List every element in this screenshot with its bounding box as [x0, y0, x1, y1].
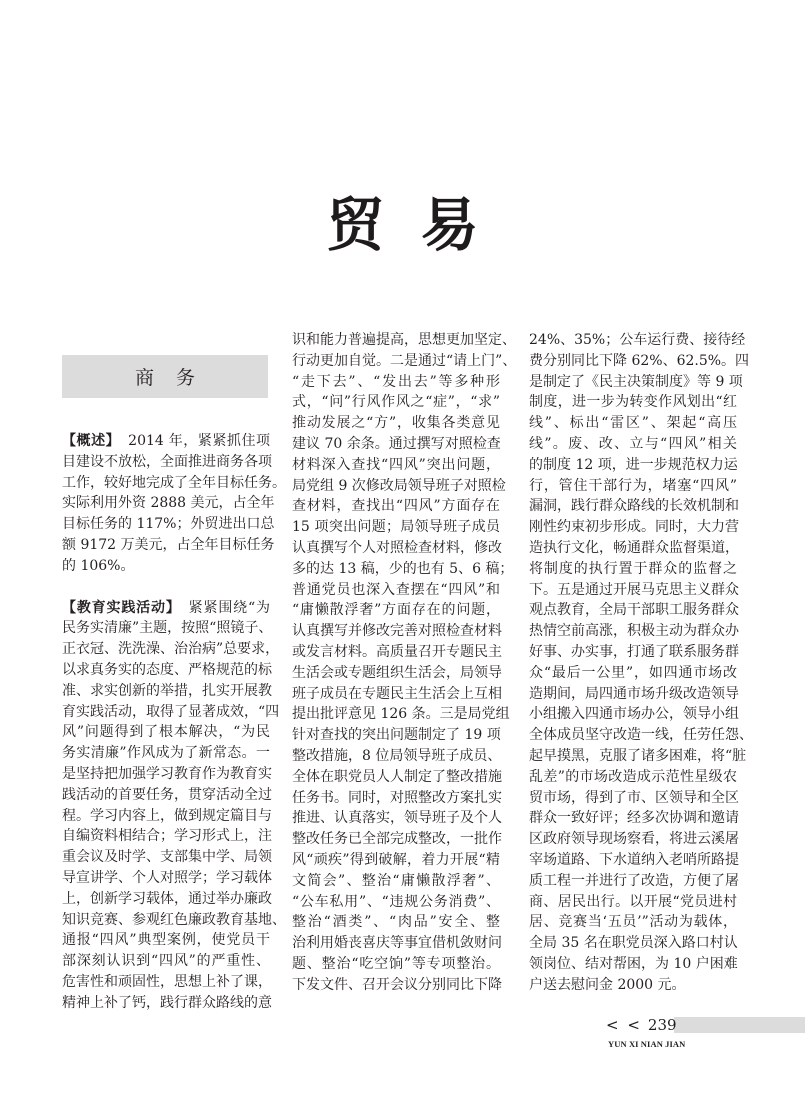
text-line: [62, 598, 270, 619]
text-column-3: [529, 330, 753, 996]
line-text: 造执行文化，畅通群众监督渠道，: [529, 539, 739, 556]
text-line: [529, 725, 753, 746]
line-text: 目建设不放松，全面推进商务各项: [62, 453, 272, 470]
line-text: 全局 35 名在职党员深入路口村认: [529, 935, 738, 952]
line-text: 风“顽疾”得到破解，着力开展“精: [292, 851, 500, 868]
page-number: 239: [647, 1016, 677, 1034]
line-text: 治利用婚丧喜庆等事宜借机敛财问: [292, 935, 502, 952]
text-line: [62, 639, 280, 660]
line-text: 班子成员在专题民主生活会上互相: [292, 685, 502, 702]
line-text: 针对查找的突出问题制定了 19 项: [292, 727, 501, 744]
line-text: 乱差”的市场改造成示范性星级农: [529, 768, 737, 785]
text-line: [62, 431, 270, 452]
line-text: 全体成员坚守改造一线，任劳任怨、: [529, 727, 753, 744]
text-line: [292, 621, 500, 642]
text-line: [292, 351, 517, 372]
line-text: 群众一致好评；经多次协调和邀请: [529, 810, 739, 827]
line-text: 全体在职党员人人制定了整改措施: [292, 768, 502, 785]
text-line: [529, 767, 737, 788]
line-text: 准、求实创新的举措，扎实开展教: [62, 682, 272, 699]
line-text: 通报“四风”典型案例，使党员干: [62, 932, 270, 949]
paragraph-gap: [62, 577, 270, 598]
text-line: [62, 951, 270, 972]
line-text: 务实清廉”作风成为了新常态。一: [62, 745, 270, 762]
text-line: [529, 413, 737, 434]
line-text: 整治“酒类”、“肉品”安全、整: [292, 914, 500, 931]
text-line: [62, 972, 270, 993]
text-line: [529, 892, 737, 913]
line-text: 以求真务实的态度、严格规范的标: [62, 661, 272, 678]
line-text: 式，“问”行风作风之“症”，“求”: [292, 394, 500, 411]
text-line: [292, 580, 500, 601]
text-line: [292, 892, 500, 913]
line-text: 题、整治“吃空饷”等专项整治。: [292, 955, 500, 972]
line-text: 制度，进一步为转变作风划出“红: [529, 394, 737, 411]
text-line: [529, 434, 737, 455]
line-text: 众“最后一公里”，如四通市场改: [529, 664, 737, 681]
text-line: [292, 538, 500, 559]
line-text: 任务书。同时，对照整改方案扎实: [292, 789, 502, 806]
text-line: [529, 621, 737, 642]
line-text: 贸市场，得到了市、区领导和全区: [529, 789, 739, 806]
text-line: [292, 704, 510, 725]
text-line: [292, 517, 500, 538]
line-text: 是制定了《民主决策制度》等 9 项: [529, 373, 743, 390]
text-line: [62, 868, 270, 889]
line-text: 行动更加自觉。二是通过“请上门”、: [292, 352, 517, 369]
footer-page-row: [606, 1016, 677, 1034]
text-line: [62, 743, 270, 764]
line-text: 部深刻认识到“四风”的严重性、: [62, 953, 270, 970]
text-line: [529, 559, 737, 580]
line-text: 宰场道路、下水道纳入老哨所路提: [529, 851, 739, 868]
line-text: 的制度 12 项，进一步规范权力运: [529, 456, 738, 473]
text-line: [292, 434, 500, 455]
text-line: [62, 702, 280, 723]
text-line: [529, 746, 747, 767]
line-text: 户送去慰问金 2000 元。: [529, 976, 686, 993]
line-text: 正衣冠、洗洗澡、治治病”总要求，: [62, 641, 280, 658]
text-line: [529, 642, 737, 663]
text-line: [529, 788, 737, 809]
text-column-2: [292, 330, 517, 996]
line-text: 下发文件、召开会议分别同比下降: [292, 976, 502, 993]
text-line: [529, 476, 737, 497]
text-line: [529, 912, 737, 933]
text-line: [62, 993, 270, 1014]
line-text: 质工程一并进行了改造，方便了屠: [529, 872, 739, 889]
text-line: [529, 975, 737, 996]
text-line: [62, 722, 270, 743]
text-line: [62, 493, 275, 514]
text-line: [529, 704, 737, 725]
text-line: [529, 829, 737, 850]
line-text: 普通党员也深入查摆在“四风”和: [292, 581, 500, 598]
line-text: “公车私用”、“违规公务消费”、: [292, 893, 500, 910]
line-text: 推动发展之“方”，收集各类意见: [292, 415, 500, 432]
text-line: [62, 764, 270, 785]
line-text: 2014 年，紧紧抓住项: [128, 433, 270, 449]
line-text: 目标任务的 117%；外贸进出口总: [62, 516, 275, 533]
text-line: [292, 330, 516, 351]
text-line: [529, 392, 737, 413]
line-text: 起早摸黑，克服了诸多困难，将“脏: [529, 747, 747, 764]
line-text: 建议 70 余条。通过撰写对照检查: [292, 435, 501, 452]
line-text: 线”。废、改、立与“四风”相关: [529, 435, 737, 452]
line-text: 文简会”、整治“庸懒散浮奢”、: [292, 872, 500, 889]
line-text: 区政府领导现场察看，将进云溪屠: [529, 831, 739, 848]
line-text: 整改措施，8 位局领导班子成员、: [292, 747, 502, 764]
paragraph-label: 【概述】: [62, 433, 121, 449]
line-text: 上，创新学习载体，通过举办廉政: [62, 890, 272, 907]
text-line: [62, 785, 270, 806]
section-heading: 商务: [62, 355, 268, 398]
text-line: [62, 681, 270, 702]
text-line: [529, 954, 737, 975]
text-line: [529, 351, 750, 372]
text-line: [292, 788, 500, 809]
line-text: 居、竞赛当‘五员’”活动为载体，: [529, 914, 737, 931]
text-line: [292, 600, 500, 621]
line-text: 小组搬入四通市场办公，领导小组: [529, 706, 739, 723]
text-line: [62, 556, 270, 577]
text-line: [62, 514, 275, 535]
text-line: [529, 933, 737, 954]
text-line: [292, 933, 500, 954]
text-line: [292, 850, 500, 871]
text-line: [292, 413, 500, 434]
line-text: 的 106%。: [62, 557, 135, 574]
line-text: 造期间，局四通市场升级改造领导: [529, 685, 739, 702]
line-text: 育实践活动，取得了显著成效，“四: [62, 703, 280, 720]
text-line: [292, 954, 500, 975]
line-text: 下。五是通过开展马克思主义群众: [529, 581, 739, 598]
line-text: 生活会或专题组织生活会，局领导: [292, 664, 502, 681]
line-text: 推进、认真落实，领导班子及个人: [292, 810, 502, 827]
text-line: [292, 829, 500, 850]
text-line: [292, 476, 506, 497]
line-text: 观点教育，全局干部职工服务群众: [529, 602, 739, 619]
line-text: 行，管住干部行为，堵塞“四风”: [529, 477, 737, 494]
text-line: [529, 330, 746, 351]
line-text: 程。学习内容上，做到规定篇目与: [62, 807, 272, 824]
text-line: [529, 808, 737, 829]
line-text: 领岗位、结对帮困，为 10 户困难: [529, 955, 738, 972]
line-text: 导宣讲学、个人对照学；学习载体: [62, 869, 272, 886]
text-line: [529, 496, 737, 517]
page-title: 贸易: [326, 191, 515, 259]
line-text: 15 项突出问题；局领导班子成员: [292, 519, 500, 536]
text-line: [62, 889, 270, 910]
line-text: 风”问题得到了根本解决，“为民: [62, 724, 270, 741]
line-text: 局党组 9 次修改局领导班子对照检: [292, 477, 506, 494]
line-text: 好事、办实事，打通了联系服务群: [529, 643, 739, 660]
line-text: 是坚持把加强学习教育作为教育实: [62, 765, 272, 782]
line-text: 刚性约束初步形成。同时，大力营: [529, 519, 739, 536]
line-text: 漏洞，践行群众路线的长效机制和: [529, 498, 739, 515]
text-column-1: [62, 431, 286, 1014]
line-text: 危害性和顽固性，思想上补了课，: [62, 973, 272, 990]
line-text: 热情空前高涨，积极主动为群众办: [529, 623, 739, 640]
text-line: [292, 808, 500, 829]
text-line: [292, 372, 500, 393]
line-text: 工作，较好地完成了全年目标任务。: [62, 474, 286, 491]
text-line: [62, 660, 270, 681]
text-line: [292, 725, 500, 746]
text-line: [292, 975, 500, 996]
line-text: 或发言材料。高质量召开专题民主: [292, 643, 502, 660]
line-text: 实际利用外资 2888 美元，占全年: [62, 495, 275, 512]
text-line: [292, 684, 500, 705]
line-text: 重会议及时学、支部集中学、局领: [62, 849, 272, 866]
text-line: [62, 847, 270, 868]
text-line: [62, 930, 270, 951]
text-line: [529, 372, 743, 393]
line-text: 自编资料相结合；学习形式上，注: [62, 828, 272, 845]
running-title: YUN XI NIAN JIAN: [608, 1039, 686, 1049]
line-text: 费分别同比下降 62%、62.5%。四: [529, 352, 750, 369]
text-line: [62, 806, 270, 827]
page-nav-arrows: < <: [606, 1016, 642, 1034]
line-text: 认真撰写并修改完善对照检查材料: [292, 623, 502, 640]
text-line: [292, 392, 500, 413]
line-text: 额 9172 万美元，占全年目标任务: [62, 536, 275, 553]
text-line: [62, 535, 275, 556]
line-text: 多的达 13 稿，少的也有 5、6 稿；: [292, 560, 514, 577]
text-line: [62, 910, 286, 931]
text-line: [292, 912, 500, 933]
line-text: 提出批评意见 126 条。三是局党组: [292, 706, 510, 723]
line-text: 线”、标出“雷区”、架起“高压: [529, 415, 737, 432]
footer-decor-bar: [674, 1017, 805, 1033]
text-line: [292, 559, 514, 580]
text-line: [529, 517, 737, 538]
line-text: 践活动的首要任务，贯穿活动全过: [62, 786, 272, 803]
text-line: [529, 455, 737, 476]
text-line: [292, 746, 500, 767]
paragraph-label: 【教育实践活动】: [62, 599, 181, 616]
text-line: [292, 767, 500, 788]
text-line: [292, 496, 500, 517]
line-text: “走下去”、“发出去”等多种形: [292, 373, 500, 390]
line-text: 知识竞赛、参观红色廉政教育基地、: [62, 911, 286, 928]
text-line: [62, 452, 270, 473]
line-text: 24%、35%；公车运行费、接待经: [529, 332, 746, 348]
line-text: 民务实清廉”主题，按照“照镜子、: [62, 620, 273, 637]
line-text: 查材料，查找出“四风”方面存在: [292, 498, 500, 515]
line-text: 整改任务已全部完成整改，一批作: [292, 831, 502, 848]
line-text: 识和能力普遍提高，思想更加坚定、: [292, 332, 516, 348]
text-line: [292, 663, 500, 684]
text-line: [529, 538, 737, 559]
line-text: 精神上补了钙，践行群众路线的意: [62, 994, 272, 1011]
text-line: [62, 826, 270, 847]
line-text: 将制度的执行置于群众的监督之: [529, 560, 737, 577]
text-line: [292, 455, 500, 476]
text-line: [62, 618, 273, 639]
text-line: [62, 473, 286, 494]
text-line: [529, 850, 737, 871]
line-text: 商、居民出行。以开展“党员进村: [529, 893, 737, 910]
line-text: 认真撰写个人对照检查材料，修改: [292, 539, 502, 556]
text-line: [529, 600, 737, 621]
text-line: [292, 642, 500, 663]
line-text: 紧紧围绕“为: [188, 599, 270, 616]
text-line: [529, 580, 737, 601]
line-text: “庸懒散浮奢”方面存在的问题，: [292, 602, 500, 619]
text-line: [529, 684, 737, 705]
line-text: 材料深入查找“四风”突出问题，: [292, 456, 500, 473]
text-line: [529, 663, 737, 684]
text-line: [292, 871, 500, 892]
text-line: [529, 871, 737, 892]
